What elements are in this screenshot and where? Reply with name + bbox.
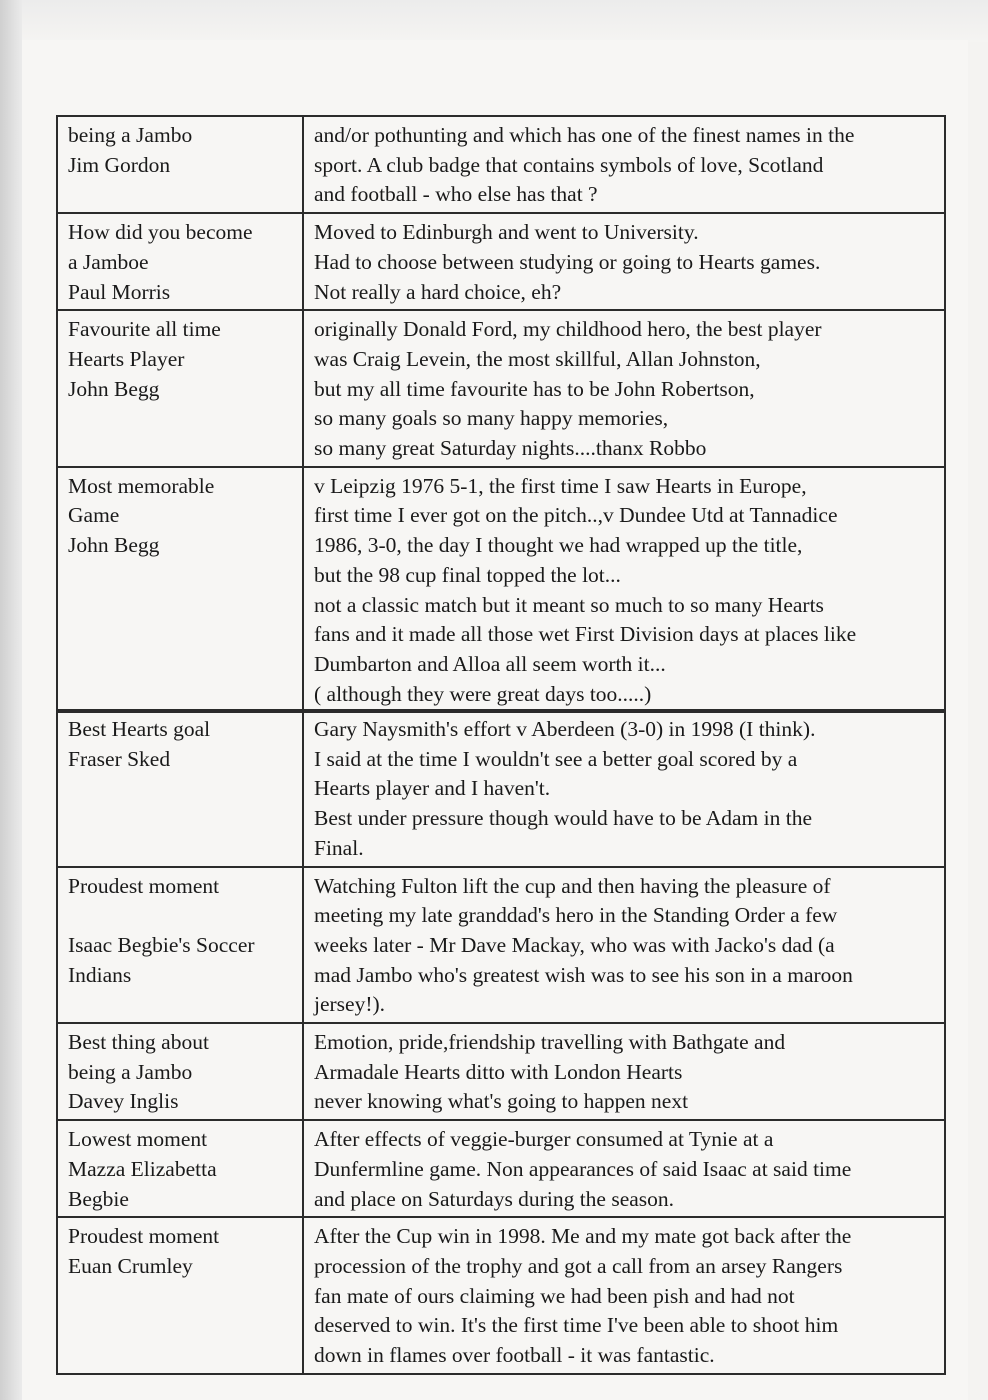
answer-line: but my all time favourite has to be John Robertson, [314, 376, 755, 401]
answer-line: deserved to win. It's the first time I've been able to shoot him [314, 1313, 839, 1338]
answer-line: fan mate of ours claiming we had been pish and had not [314, 1283, 795, 1308]
answer-line: first time I ever got on the pitch..,v Dundee Utd at Tannadice [314, 503, 838, 528]
answer-cell [303, 867, 945, 1024]
answer-line: Not really a hard choice, eh? [314, 279, 562, 304]
question-line: Best Hearts goal [68, 717, 211, 741]
question-line: How did you become [68, 220, 253, 245]
answer-cell [303, 116, 945, 213]
answer-line: not a classic match but it meant so much to so many Hearts [314, 592, 824, 617]
question-cell [57, 1120, 303, 1217]
answer-line: down in flames over football - it was fantastic. [314, 1343, 715, 1368]
qa-row [57, 213, 945, 310]
answer-line: Dumbarton and Alloa all seem worth it... [314, 651, 666, 676]
question-line: Begbie [68, 1186, 129, 1211]
question-cell [57, 867, 303, 1024]
answer-line: ( although they were great days too.....) [314, 681, 652, 706]
question-line: Jim Gordon [68, 152, 171, 177]
question-line: John Begg [68, 376, 160, 401]
answer-line: Hearts player and I haven't. [314, 776, 551, 801]
answer-line: fans and it made all those wet First Division days at places like [314, 622, 857, 647]
question-line: Proudest moment [68, 1224, 220, 1249]
answer-line: Final. [314, 835, 364, 860]
question-line: being a Jambo [68, 123, 193, 147]
answer-line: Had to choose between studying or going to Hearts games. [314, 249, 821, 274]
question-line: Euan Crumley [68, 1253, 193, 1278]
answer-line: meeting my late granddad's hero in the Standing Order a few [314, 903, 838, 928]
question-line: John Begg [68, 533, 160, 558]
qa-row [57, 710, 945, 867]
question-line: Most memorable [68, 473, 215, 498]
qa-table-1 [56, 115, 946, 713]
answer-line: I said at the time I wouldn't see a better goal scored by a [314, 746, 798, 771]
question-line: Best thing about [68, 1030, 209, 1055]
answer-line: was Craig Levein, the most skillful, Allan Johnston, [314, 346, 761, 371]
answer-cell [303, 467, 945, 713]
answer-line: Moved to Edinburgh and went to University. [314, 220, 699, 245]
question-line [68, 901, 292, 931]
answer-line: never knowing what's going to happen next [314, 1089, 689, 1114]
question-line: Paul Morris [68, 279, 171, 304]
qa-row [57, 1217, 945, 1374]
question-line: Mazza Elizabetta [68, 1156, 217, 1181]
answer-cell [303, 310, 945, 467]
question-line: Favourite all time [68, 317, 221, 342]
question-line: a Jamboe [68, 249, 149, 274]
answer-line: so many great Saturday nights....thanx Robbo [314, 436, 707, 461]
question-line: Hearts Player [68, 346, 185, 371]
qa-row [57, 1120, 945, 1217]
answer-line: procession of the trophy and got a call from an arsey Rangers [314, 1253, 843, 1278]
answer-line: and place on Saturdays during the season. [314, 1186, 675, 1211]
question-cell [57, 1023, 303, 1120]
page-spine-shadow [0, 0, 22, 1400]
page-top-edge [22, 0, 988, 42]
question-line: Davey Inglis [68, 1089, 179, 1114]
answer-line: Best under pressure though would have to be Adam in the [314, 806, 812, 831]
answer-line: Armadale Hearts ditto with London Hearts [314, 1059, 683, 1084]
qa-row [57, 1023, 945, 1120]
answer-cell [303, 1217, 945, 1374]
answer-line: Gary Naysmith's effort v Aberdeen (3-0) in 1998 (I think). [314, 717, 816, 741]
question-cell [57, 116, 303, 213]
question-line: Proudest moment [68, 873, 220, 898]
question-line: Lowest moment [68, 1127, 208, 1152]
answer-line: and/or pothunting and which has one of the finest names in the [314, 123, 855, 147]
question-line: Isaac Begbie's Soccer [68, 932, 255, 957]
qa-row [57, 467, 945, 713]
question-cell [57, 1217, 303, 1374]
answer-line: weeks later - Mr Dave Mackay, who was with Jacko's dad (a [314, 932, 835, 957]
question-cell [57, 310, 303, 467]
answer-line: Dunfermline game. Non appearances of said Isaac at said time [314, 1156, 852, 1181]
question-cell [57, 467, 303, 713]
question-line: Fraser Sked [68, 746, 171, 771]
question-line: Game [68, 503, 120, 528]
question-cell [57, 213, 303, 310]
answer-line: v Leipzig 1976 5-1, the first time I saw Hearts in Europe, [314, 473, 807, 498]
answer-line: After effects of veggie-burger consumed at Tynie at a [314, 1127, 774, 1152]
answer-cell [303, 1023, 945, 1120]
answer-line: Emotion, pride,friendship travelling with Bathgate and [314, 1030, 786, 1055]
answer-line: 1986, 3-0, the day I thought we had wrapped up the title, [314, 533, 803, 558]
qa-row [57, 867, 945, 1024]
question-cell [57, 710, 303, 867]
answer-line: After the Cup win in 1998. Me and my mate got back after the [314, 1224, 852, 1249]
answer-cell [303, 710, 945, 867]
qa-row [57, 310, 945, 467]
answer-line: sport. A club badge that contains symbols of love, Scotland [314, 152, 824, 177]
answer-line: Watching Fulton lift the cup and then having the pleasure of [314, 873, 831, 898]
answer-line: jersey!). [314, 992, 386, 1017]
answer-line: so many goals so many happy memories, [314, 406, 669, 431]
answer-line: mad Jambo who's greatest wish was to see his son in a maroon [314, 962, 853, 987]
qa-table-2 [56, 709, 946, 1375]
qa-row [57, 116, 945, 213]
answer-cell [303, 213, 945, 310]
answer-line: but the 98 cup final topped the lot... [314, 562, 621, 587]
answer-cell [303, 1120, 945, 1217]
answer-line: originally Donald Ford, my childhood hero, the best player [314, 317, 822, 342]
question-line: being a Jambo [68, 1059, 193, 1084]
answer-line: and football - who else has that ? [314, 182, 598, 207]
question-line: Indians [68, 962, 132, 987]
